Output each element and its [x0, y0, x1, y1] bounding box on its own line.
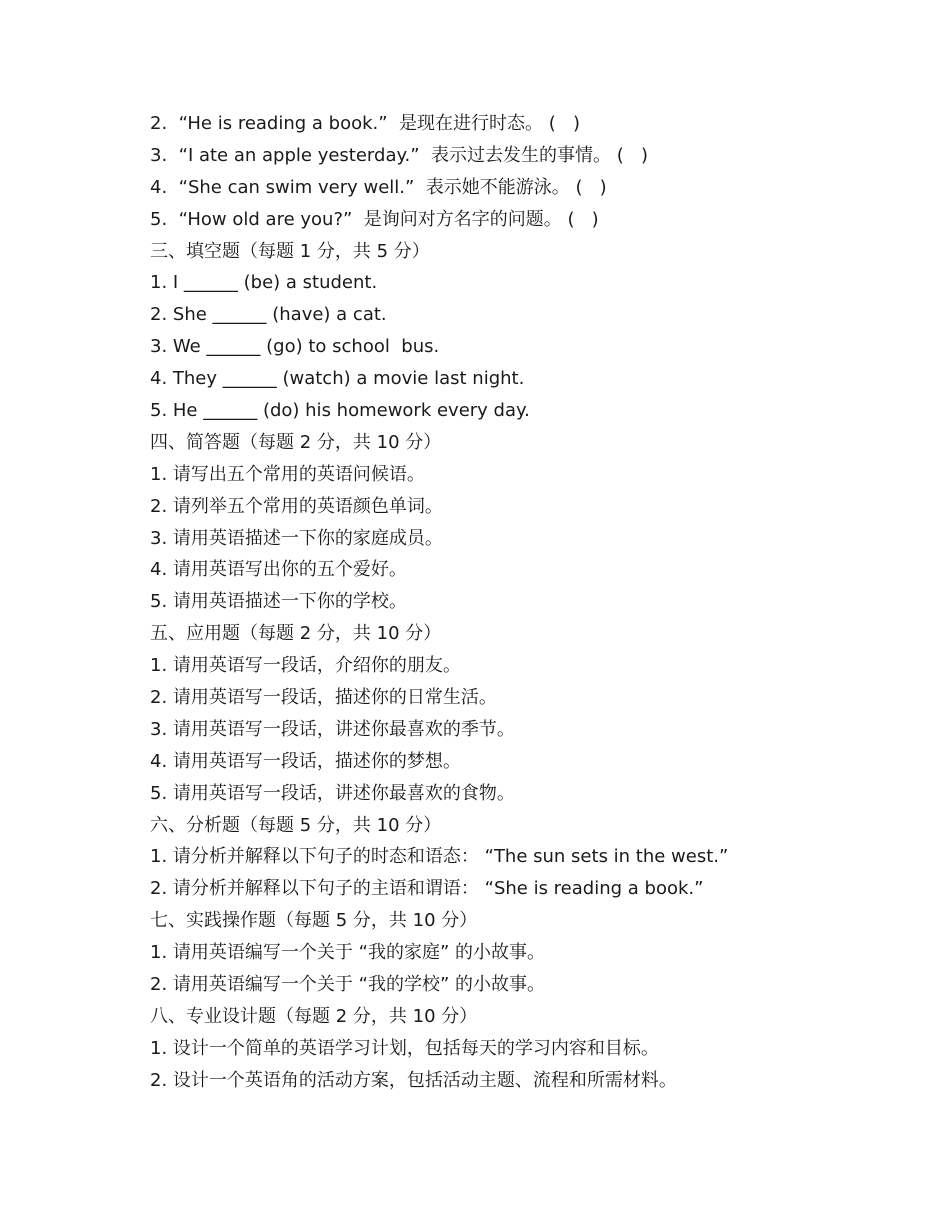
question-line: 2. “He is reading a book.” 是现在进行时态。 ( ) — [150, 113, 580, 134]
section-heading: 七、实践操作题（每题 5 分，共 10 分） — [150, 910, 478, 932]
section-heading: 四、简答题（每题 2 分，共 10 分） — [150, 431, 442, 453]
exam-content — [150, 108, 890, 1097]
question-line: 4. 请用英语写一段话，描述你的梦想。 — [150, 750, 461, 772]
question-line: 1. 请用英语写一段话，介绍你的朋友。 — [150, 655, 461, 677]
question-line: 5. “How old are you?” 是询问对方名字的问题。 ( ) — [150, 208, 599, 230]
question-line: 3. “I ate an apple yesterday.” 表示过去发生的事情。 ( ) — [150, 144, 648, 166]
question-line: 2. 请列举五个常用的英语颜色单词。 — [150, 495, 443, 517]
question-line: 2. 请分析并解释以下句子的主语和谓语： “She is reading a book.” — [150, 878, 704, 900]
question-line: 5. 请用英语写一段话，讲述你最喜欢的食物。 — [150, 782, 515, 804]
question-line: 4. 请用英语写出你的五个爱好。 — [150, 559, 407, 581]
question-line: 3. 请用英语描述一下你的家庭成员。 — [150, 527, 443, 549]
question-line: 2. She ______ (have) a cat. — [150, 304, 387, 326]
question-line: 2. 设计一个英语角的活动方案，包括活动主题、流程和所需材料。 — [150, 1069, 677, 1091]
question-line: 5. 请用英语描述一下你的学校。 — [150, 591, 407, 613]
question-line: 4. They ______ (watch) a movie last night. — [150, 368, 525, 390]
section-heading: 三、填空题（每题 1 分，共 5 分） — [150, 240, 430, 262]
section-heading: 五、应用题（每题 2 分，共 10 分） — [150, 623, 442, 645]
question-line: 1. 设计一个简单的英语学习计划，包括每天的学习内容和目标。 — [150, 1037, 659, 1059]
question-line: 2. 请用英语写一段话，描述你的日常生活。 — [150, 687, 497, 709]
question-line: 1. 请写出五个常用的英语问候语。 — [150, 463, 425, 485]
section-heading: 六、分析题（每题 5 分，共 10 分） — [150, 814, 442, 836]
question-line: 5. He ______ (do) his homework every day. — [150, 400, 530, 422]
question-line: 1. I ______ (be) a student. — [150, 272, 378, 294]
question-line: 2. 请用英语编写一个关于 “我的学校” 的小故事。 — [150, 974, 545, 996]
question-line: 3. 请用英语写一段话，讲述你最喜欢的季节。 — [150, 718, 515, 740]
question-line: 3. We ______ (go) to school bus. — [150, 336, 440, 358]
question-line: 1. 请分析并解释以下句子的时态和语态： “The sun sets in the west.” — [150, 846, 729, 868]
question-line: 4. “She can swim very well.” 表示她不能游泳。 ( ) — [150, 176, 607, 198]
section-heading: 八、专业设计题（每题 2 分，共 10 分） — [150, 1005, 478, 1027]
question-line: 1. 请用英语编写一个关于 “我的家庭” 的小故事。 — [150, 942, 545, 964]
